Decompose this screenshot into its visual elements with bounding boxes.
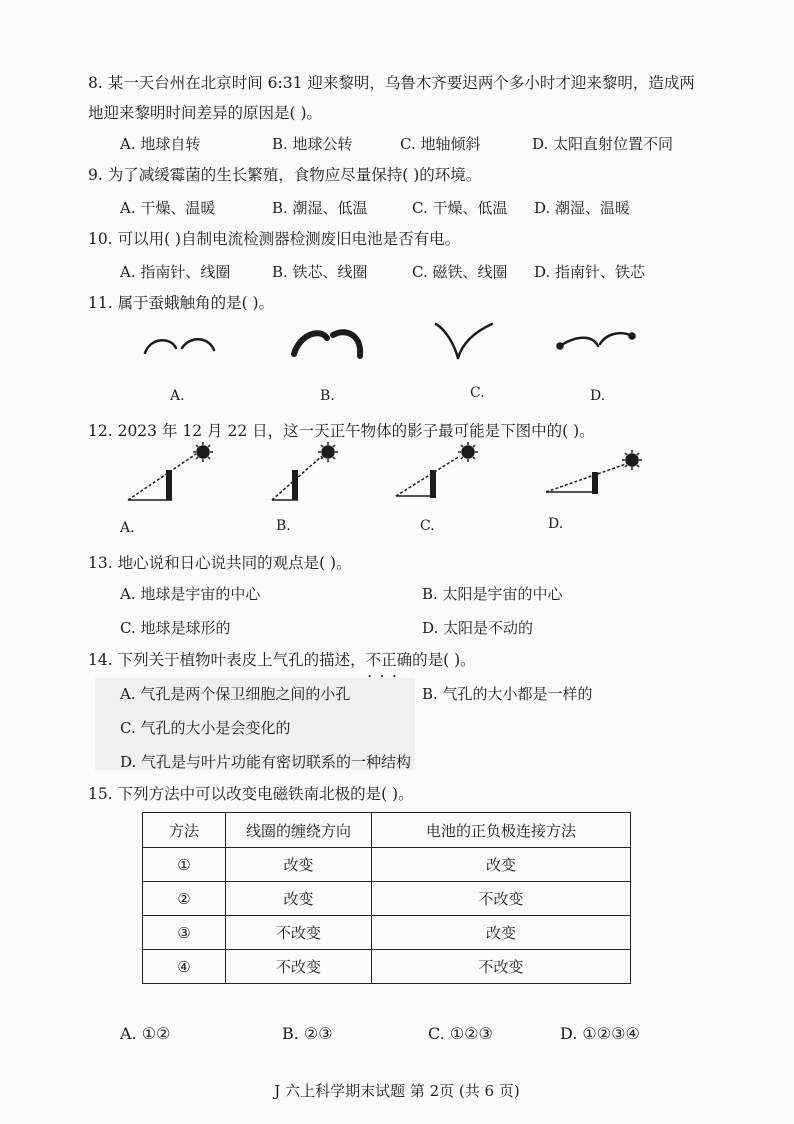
figure-label-a[interactable]: A. — [120, 520, 135, 536]
table-row — [143, 848, 631, 882]
figure-label-c[interactable]: C. — [470, 385, 485, 401]
methods-table — [142, 812, 631, 984]
table-header-battery: 电池的正负极连接方法 — [372, 813, 631, 848]
figure-label-a[interactable]: A. — [170, 388, 185, 404]
option-a[interactable]: A. 气孔是两个保卫细胞之间的小孔 — [120, 685, 351, 703]
antenna-a-icon — [145, 339, 214, 353]
table-header-row — [143, 813, 631, 848]
shadow-c-icon — [396, 442, 478, 498]
option-d[interactable]: D. 指南针、铁芯 — [534, 263, 646, 281]
table-row — [143, 882, 631, 916]
question-10: 10. 可以用( )自制电流检测器检测废旧电池是否有电。 — [88, 230, 461, 248]
table-header-method: 方法 — [143, 813, 226, 848]
table-row — [143, 950, 631, 984]
shadow-d-icon — [546, 450, 642, 494]
option-c[interactable]: C. 地球是球形的 — [120, 619, 231, 637]
page-footer: J 六上科学期末试题 第 2页 (共 6 页) — [274, 1082, 520, 1100]
antenna-b-icon — [294, 332, 360, 356]
figure-label-b[interactable]: B. — [320, 388, 335, 404]
option-b[interactable]: B. 太阳是宇宙的中心 — [422, 585, 563, 603]
table-cell: ④ — [143, 950, 226, 984]
table-cell: ③ — [143, 916, 226, 950]
option-c[interactable]: C. 磁铁、线圈 — [412, 263, 508, 281]
table-cell: 不改变 — [372, 882, 631, 916]
table-cell: 改变 — [226, 882, 372, 916]
question-14-text-after: 的是( )。 — [412, 651, 476, 669]
question-14-text-before: 14. 下列关于植物叶表皮上气孔的描述， — [88, 651, 366, 669]
table-cell: ① — [143, 848, 226, 882]
antenna-d-icon — [558, 333, 635, 348]
table-cell: 不改变 — [226, 916, 372, 950]
question-14-emphasis: 不正确 • • • — [366, 651, 413, 669]
option-d[interactable]: D. 气孔是与叶片功能有密切联系的一种结构 — [120, 753, 412, 771]
question-9: 9. 为了减缓霉菌的生长繁殖，食物应尽量保持( )的环境。 — [88, 166, 482, 184]
question-11: 11. 属于蚕蛾触角的是( )。 — [88, 294, 275, 312]
table-header-coil: 线圈的缠绕方向 — [226, 813, 372, 848]
table-cell: 改变 — [226, 848, 372, 882]
figure-label-b[interactable]: B. — [276, 518, 291, 534]
option-a[interactable]: A. 地球自转 — [120, 135, 201, 153]
question-8-line1: 8. 某一天台州在北京时间 6:31 迎来黎明，乌鲁木齐要迟两个多小时才迎来黎明，造成两 — [88, 74, 695, 92]
question-12: 12. 2023 年 12 月 22 日，这一天正午物体的影子最可能是下图中的( )。 — [88, 422, 595, 440]
option-b[interactable]: B. ②③ — [282, 1024, 333, 1043]
option-d[interactable]: D. 太阳是不动的 — [422, 619, 534, 637]
option-b[interactable]: B. 潮湿、低温 — [272, 199, 368, 217]
table-cell: 不改变 — [372, 950, 631, 984]
question-8-line2: 地迎来黎明时间差异的原因是( )。 — [88, 104, 323, 122]
figure-label-c[interactable]: C. — [420, 518, 435, 534]
shadow-a-icon — [128, 442, 213, 500]
table-cell: ② — [143, 882, 226, 916]
shadow-figures — [0, 440, 794, 510]
question-13: 13. 地心说和日心说共同的观点是( )。 — [88, 554, 352, 572]
table-cell: 改变 — [372, 848, 631, 882]
figure-label-d[interactable]: D. — [590, 388, 606, 404]
table-cell: 不改变 — [226, 950, 372, 984]
option-a[interactable]: A. 地球是宇宙的中心 — [120, 585, 261, 603]
question-14 — [88, 649, 476, 671]
antenna-figures — [0, 320, 794, 380]
shadow-b-icon — [272, 442, 338, 500]
option-c[interactable]: C. ①②③ — [428, 1024, 493, 1043]
option-d[interactable]: D. 太阳直射位置不同 — [532, 135, 674, 153]
question-15: 15. 下列方法中可以改变电磁铁南北极的是( )。 — [88, 785, 414, 803]
option-d[interactable]: D. ①②③④ — [560, 1024, 640, 1043]
option-a[interactable]: A. ①② — [120, 1024, 171, 1043]
option-a[interactable]: A. 指南针、线圈 — [120, 263, 231, 281]
option-b[interactable]: B. 铁芯、线圈 — [272, 263, 368, 281]
option-b[interactable]: B. 气孔的大小都是一样的 — [422, 685, 593, 703]
option-c[interactable]: C. 气孔的大小是会变化的 — [120, 719, 291, 737]
option-c[interactable]: C. 地轴倾斜 — [400, 135, 481, 153]
option-a[interactable]: A. 干燥、温暖 — [120, 199, 216, 217]
option-d[interactable]: D. 潮湿、温暖 — [534, 199, 631, 217]
table-cell: 改变 — [372, 916, 631, 950]
figure-label-d[interactable]: D. — [548, 516, 564, 532]
option-b[interactable]: B. 地球公转 — [272, 135, 353, 153]
antenna-c-icon — [436, 324, 492, 358]
table-row — [143, 916, 631, 950]
option-c[interactable]: C. 干燥、低温 — [412, 199, 508, 217]
